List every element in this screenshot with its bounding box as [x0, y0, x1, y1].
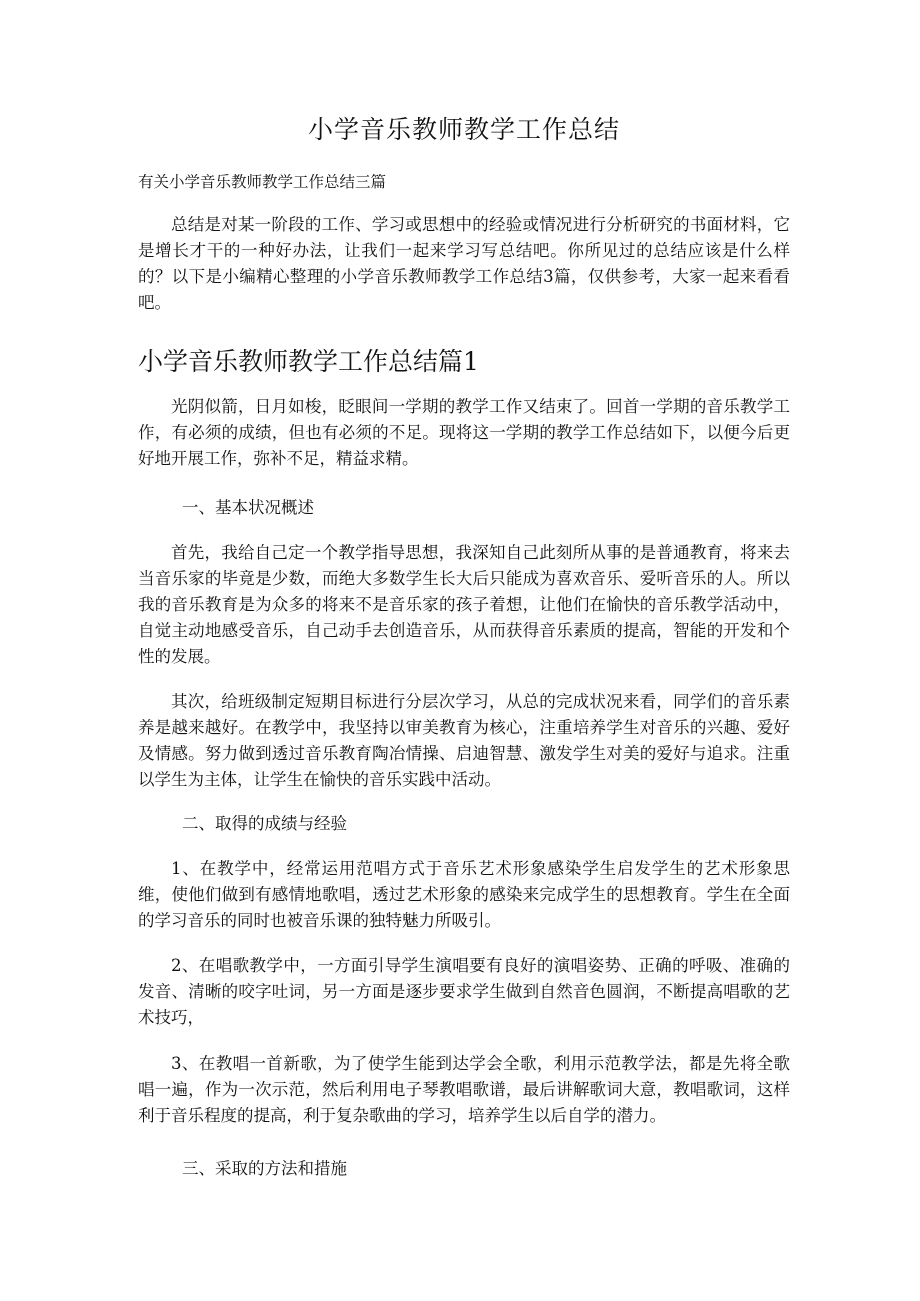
- section-title: 小学音乐教师教学工作总结篇1: [138, 347, 479, 376]
- paragraph-second: 其次，给班级制定短期目标进行分层次学习，从总的完成状况来看，同学们的音乐素养是越来越好。在教学中，我坚持以审美教育为核心，注重培养学生对音乐的兴趣、爱好及情感。努力做到透过音乐教育陶冶情操、启迪智慧、激发学生对美的爱好与追求。注重以学生为主体，让学生在愉快的音乐实践中活动。: [138, 692, 790, 789]
- paragraph-first: 首先，我给自己定一个教学指导思想，我深知自己此刻所从事的是普通教育，将来去当音乐家的毕竟是少数，而绝大多数学生长大后只能成为喜欢音乐、爱听音乐的人。所以我的音乐教育是为众多的将来不是音乐家的孩子着想，让他们在愉快的音乐教学活动中，自觉主动地感受音乐，自己动手去创造音乐，从而获得音乐素质的提高，智能的开发和个性的发展。: [138, 543, 790, 666]
- list-item-3: 3、在教唱一首新歌，为了使学生能到达学会全歌，利用示范教学法，都是先将全歌唱一遍，作为一次示范，然后利用电子琴教唱歌谱，最后讲解歌词大意，教唱歌词，这样利于音乐程度的提高，利于复杂歌曲的学习，培养学生以后自学的潜力。: [138, 1054, 790, 1125]
- opening-paragraph: 光阴似箭，日月如梭，眨眼间一学期的教学工作又结束了。回首一学期的音乐教学工作，有必须的成绩，但也有必须的不足。现将这一学期的教学工作总结如下，以便今后更好地开展工作，弥补不足，精益求精。: [138, 397, 790, 468]
- heading-basic-overview: 一、基本状况概述: [182, 498, 314, 517]
- heading-methods: 三、采取的方法和措施: [182, 1159, 347, 1178]
- heading-achievements: 二、取得的成绩与经验: [182, 814, 347, 833]
- list-item-1: 1、在教学中，经常运用范唱方式于音乐艺术形象感染学生启发学生的艺术形象思维，使他们做到有感情地歌唱，透过艺术形象的感染来完成学生的思想教育。学生在全面的学习音乐的同时也被音乐课的独特魅力所吸引。: [138, 859, 790, 930]
- document-subtitle: 有关小学音乐教师教学工作总结三篇: [138, 173, 387, 191]
- intro-paragraph: 总结是对某一阶段的工作、学习或思想中的经验或情况进行分析研究的书面材料，它是增长才干的一种好办法，让我们一起来学习写总结吧。你所见过的总结应该是什么样的？以下是小编精心整理的小学音乐教师教学工作总结3篇，仅供参考，大家一起来看看吧。: [138, 215, 790, 312]
- document-title: 小学音乐教师教学工作总结: [307, 115, 620, 144]
- document-body: [138, 112, 790, 1182]
- list-item-2: 2、在唱歌教学中，一方面引导学生演唱要有良好的演唱姿势、正确的呼吸、准确的发音、清晰的咬字吐词，另一方面是逐步要求学生做到自然音色圆润，不断提高唱歌的艺术技巧，: [138, 956, 790, 1027]
